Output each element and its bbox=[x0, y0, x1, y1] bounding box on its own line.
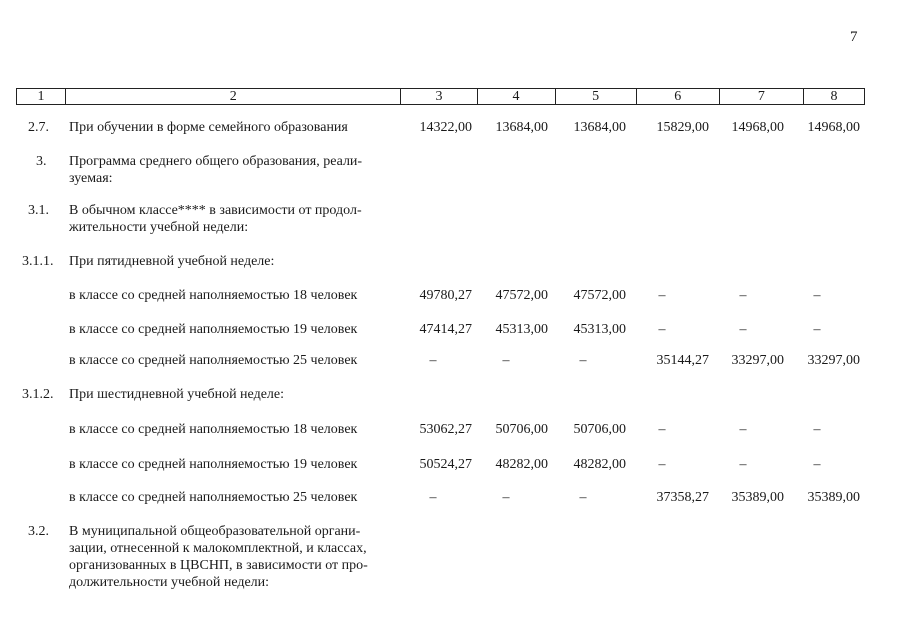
cell-col-8: 33297,00 bbox=[807, 353, 860, 368]
cell-col-5: 45313,00 bbox=[573, 322, 626, 337]
page-number: 7 bbox=[850, 29, 858, 45]
row-description: В муниципальной общеобразовательной органи- зации, отнесенной к малокомплектной, и классах, организованных в ЦВСНП, в зависимости от про- должительности учебной недели: bbox=[69, 524, 368, 590]
cell-col-5: 48282,00 bbox=[573, 457, 626, 472]
cell-col-3: 53062,27 bbox=[419, 422, 472, 437]
cell-col-6: 35144,27 bbox=[656, 353, 709, 368]
cell-col-4: – bbox=[502, 353, 510, 368]
row-number: 3.1.1. bbox=[22, 254, 54, 269]
cell-col-7: 33297,00 bbox=[731, 353, 784, 368]
cell-col-8: 14968,00 bbox=[807, 120, 860, 135]
column-header-table bbox=[16, 88, 865, 105]
header-cell-8: 8 bbox=[803, 89, 864, 105]
cell-col-7: – bbox=[739, 288, 747, 303]
cell-col-5: – bbox=[579, 353, 587, 368]
row-description: При пятидневной учебной неделе: bbox=[69, 254, 275, 269]
row-description: в классе со средней наполняемостью 19 человек bbox=[69, 457, 358, 472]
header-cell-3: 3 bbox=[401, 89, 477, 105]
cell-col-5: 47572,00 bbox=[573, 288, 626, 303]
cell-col-7: 35389,00 bbox=[731, 490, 784, 505]
header-cell-6: 6 bbox=[636, 89, 719, 105]
header-row bbox=[17, 89, 865, 105]
cell-col-4: 48282,00 bbox=[495, 457, 548, 472]
cell-col-3: 49780,27 bbox=[419, 288, 472, 303]
cell-col-8: – bbox=[813, 288, 821, 303]
header-cell-7: 7 bbox=[719, 89, 803, 105]
cell-col-4: – bbox=[502, 490, 510, 505]
cell-col-5: 13684,00 bbox=[573, 120, 626, 135]
cell-col-8: 35389,00 bbox=[807, 490, 860, 505]
cell-col-7: – bbox=[739, 457, 747, 472]
row-description: в классе со средней наполняемостью 18 человек bbox=[69, 288, 358, 303]
cell-col-4: 45313,00 bbox=[495, 322, 548, 337]
cell-col-6: – bbox=[658, 322, 666, 337]
cell-col-3: – bbox=[429, 490, 437, 505]
cell-col-5: – bbox=[579, 490, 587, 505]
row-number: 3. bbox=[36, 154, 47, 169]
cell-col-3: 50524,27 bbox=[419, 457, 472, 472]
header-cell-1: 1 bbox=[17, 89, 66, 105]
cell-col-4: 47572,00 bbox=[495, 288, 548, 303]
row-description: При обучении в форме семейного образования bbox=[69, 120, 348, 135]
header-cell-2: 2 bbox=[66, 89, 401, 105]
cell-col-8: – bbox=[813, 322, 821, 337]
cell-col-4: 13684,00 bbox=[495, 120, 548, 135]
row-number: 3.1.2. bbox=[22, 387, 54, 402]
row-description: в классе со средней наполняемостью 25 человек bbox=[69, 353, 358, 368]
cell-col-6: 15829,00 bbox=[656, 120, 709, 135]
cell-col-6: 37358,27 bbox=[656, 490, 709, 505]
header-cell-5: 5 bbox=[555, 89, 636, 105]
cell-col-6: – bbox=[658, 457, 666, 472]
row-number: 3.1. bbox=[28, 203, 49, 218]
cell-col-4: 50706,00 bbox=[495, 422, 548, 437]
cell-col-8: – bbox=[813, 457, 821, 472]
header-cell-4: 4 bbox=[477, 89, 555, 105]
row-number: 3.2. bbox=[28, 524, 49, 539]
cell-col-3: 47414,27 bbox=[419, 322, 472, 337]
row-description: в классе со средней наполняемостью 19 человек bbox=[69, 322, 358, 337]
cell-col-5: 50706,00 bbox=[573, 422, 626, 437]
cell-col-7: 14968,00 bbox=[731, 120, 784, 135]
cell-col-6: – bbox=[658, 288, 666, 303]
cell-col-3: 14322,00 bbox=[419, 120, 472, 135]
row-description: в классе со средней наполняемостью 25 человек bbox=[69, 490, 358, 505]
cell-col-3: – bbox=[429, 353, 437, 368]
cell-col-6: – bbox=[658, 422, 666, 437]
cell-col-7: – bbox=[739, 422, 747, 437]
row-description: При шестидневной учебной неделе: bbox=[69, 387, 285, 402]
row-description: в классе со средней наполняемостью 18 человек bbox=[69, 422, 358, 437]
row-description: Программа среднего общего образования, реали- зуемая: bbox=[69, 154, 363, 186]
cell-col-7: – bbox=[739, 322, 747, 337]
row-description: В обычном классе**** в зависимости от продол- жительности учебной недели: bbox=[69, 203, 362, 235]
row-number: 2.7. bbox=[28, 120, 49, 135]
cell-col-8: – bbox=[813, 422, 821, 437]
